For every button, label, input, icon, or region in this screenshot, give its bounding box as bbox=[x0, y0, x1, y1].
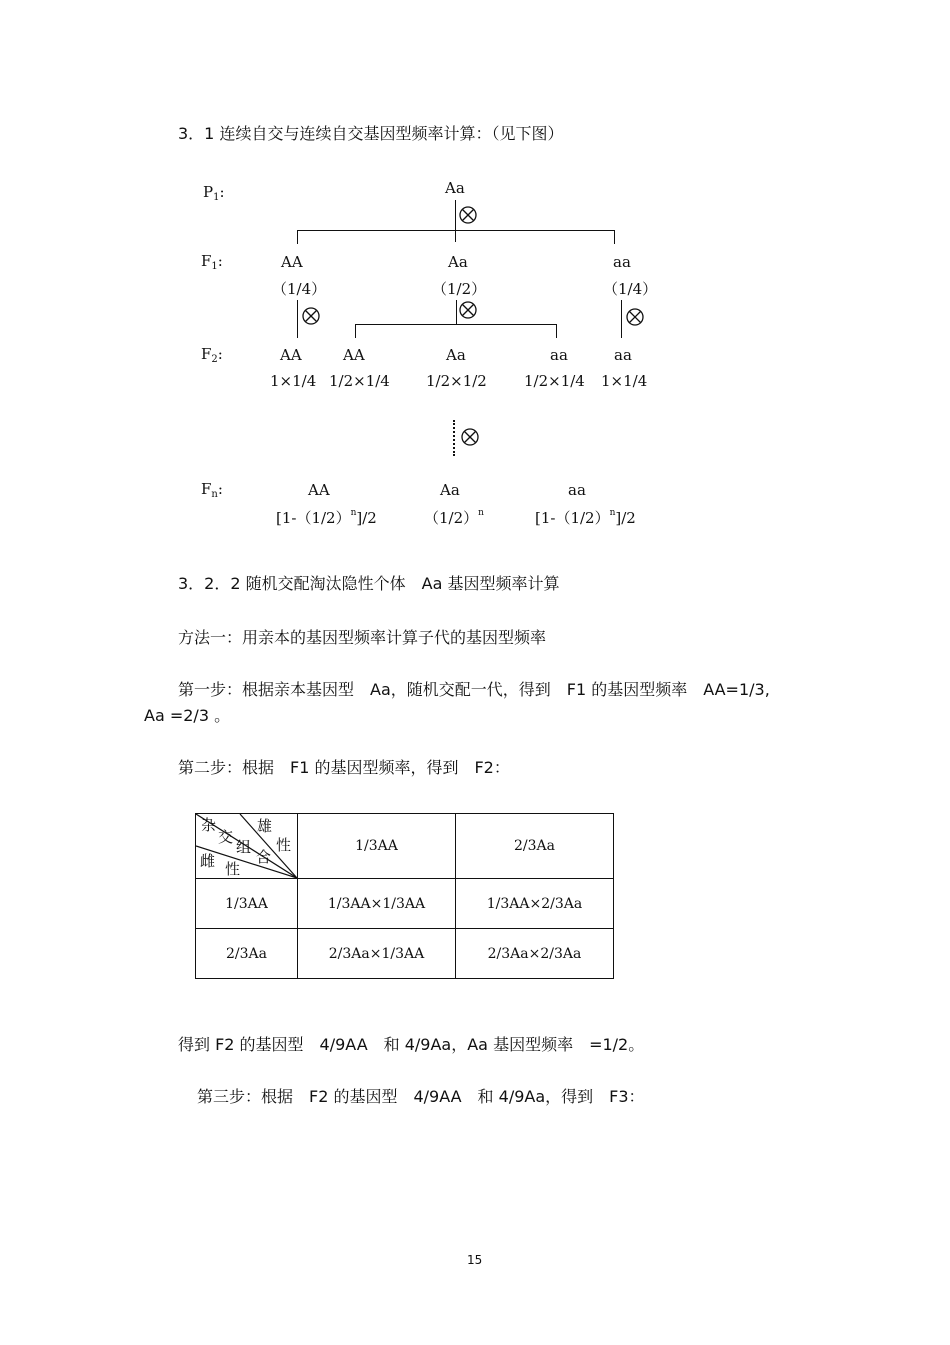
f2-genotype: AA bbox=[343, 346, 365, 364]
branch-line bbox=[455, 200, 456, 242]
generation-label-f2: $F_2$: bbox=[201, 345, 223, 365]
branch-line bbox=[297, 230, 615, 231]
self-cross-icon bbox=[302, 307, 320, 325]
generation-label-p: $P_1$: bbox=[203, 183, 225, 203]
step-two-text: 第二步：根据 F1 的基因型频率，得到 F2： bbox=[178, 758, 510, 777]
f2-result-text: 得到 F2 的基因型 4/9AA 和 4/9Aa，Aa 基因型频率 =1/2。 bbox=[178, 1035, 645, 1054]
corner-label: 交 bbox=[218, 828, 234, 846]
generation-label-f1: $F_1$: bbox=[201, 252, 223, 272]
branch-line bbox=[556, 324, 557, 338]
f2-genotype: aa bbox=[550, 346, 568, 364]
step-one-text: 第一步：根据亲本基因型 Aa，随机交配一代，得到 F1 的基因型频率 AA=1/3, bbox=[178, 680, 770, 699]
table-row bbox=[196, 929, 614, 979]
f2-frequency: 1/2×1/2 bbox=[426, 372, 487, 390]
fn-frequency: $[1-(1/2)^n]/2$ bbox=[276, 508, 377, 527]
f1-genotype: Aa bbox=[448, 253, 468, 271]
f2-genotype: AA bbox=[280, 346, 302, 364]
self-cross-icon bbox=[459, 301, 477, 319]
branch-line bbox=[621, 300, 622, 338]
f2-genotype: aa bbox=[614, 346, 632, 364]
branch-line bbox=[297, 300, 298, 338]
f1-frequency: （1/4） bbox=[272, 280, 327, 298]
row-header: 1/3AA bbox=[196, 879, 298, 929]
step-three-text: 第三步：根据 F2 的基因型 4/9AA 和 4/9Aa，得到 F3： bbox=[197, 1087, 645, 1106]
fn-genotype: AA bbox=[308, 481, 330, 499]
table-cell: 1/3AA×2/3Aa bbox=[456, 879, 614, 929]
column-header: 1/3AA bbox=[298, 814, 456, 879]
f1-frequency: （1/4） bbox=[603, 280, 658, 298]
row-header: 2/3Aa bbox=[196, 929, 298, 979]
page-number: 15 bbox=[467, 1253, 483, 1267]
f2-frequency: 1×1/4 bbox=[601, 372, 648, 390]
continuation-dotted-line bbox=[453, 420, 455, 456]
f1-frequency: （1/2） bbox=[432, 280, 487, 298]
corner-label: 性 bbox=[225, 860, 241, 878]
table-cell: 1/3AA×1/3AA bbox=[298, 879, 456, 929]
branch-line bbox=[355, 324, 557, 325]
generation-label-fn: $F_n$: bbox=[201, 480, 223, 500]
heading-3-1: 3．1 连续自交与连续自交基因型频率计算：（见下图） bbox=[178, 124, 564, 143]
f1-genotype: AA bbox=[281, 253, 303, 271]
self-cross-icon bbox=[459, 206, 477, 224]
branch-line bbox=[614, 230, 615, 244]
f2-frequency: 1/2×1/4 bbox=[524, 372, 585, 390]
branch-line bbox=[297, 230, 298, 244]
step-one-text-cont: Aa =2/3 。 bbox=[144, 706, 231, 725]
method-one-text: 方法一：用亲本的基因型频率计算子代的基因型频率 bbox=[178, 628, 547, 647]
f2-frequency: 1×1/4 bbox=[270, 372, 317, 390]
corner-label: 组 bbox=[236, 838, 252, 856]
f1-genotype: aa bbox=[613, 253, 631, 271]
corner-label: 性 bbox=[276, 836, 292, 854]
fn-frequency: $[1-(1/2)^n]/2$ bbox=[535, 508, 636, 527]
column-header: 2/3Aa bbox=[456, 814, 614, 879]
table-corner-cell bbox=[196, 814, 298, 879]
fn-genotype: Aa bbox=[440, 481, 460, 499]
punnett-table bbox=[195, 813, 614, 979]
self-cross-icon bbox=[461, 428, 479, 446]
f2-frequency: 1/2×1/4 bbox=[329, 372, 390, 390]
table-cell: 2/3Aa×1/3AA bbox=[298, 929, 456, 979]
corner-label: 雄 bbox=[257, 817, 273, 835]
table-cell: 2/3Aa×2/3Aa bbox=[456, 929, 614, 979]
f2-genotype: Aa bbox=[446, 346, 466, 364]
p-genotype: Aa bbox=[445, 179, 465, 197]
table-row bbox=[196, 879, 614, 929]
corner-label: 合 bbox=[256, 848, 272, 866]
branch-line bbox=[355, 324, 356, 338]
self-cross-icon bbox=[626, 308, 644, 326]
corner-label: 杂 bbox=[201, 816, 217, 834]
fn-frequency: $(1/2)^n$ bbox=[424, 508, 484, 527]
fn-genotype: aa bbox=[568, 481, 586, 499]
branch-line bbox=[456, 300, 457, 325]
heading-3-2-2: 3．2．2 随机交配淘汰隐性个体 Aa 基因型频率计算 bbox=[178, 574, 560, 593]
corner-label: 雌 bbox=[200, 852, 216, 870]
